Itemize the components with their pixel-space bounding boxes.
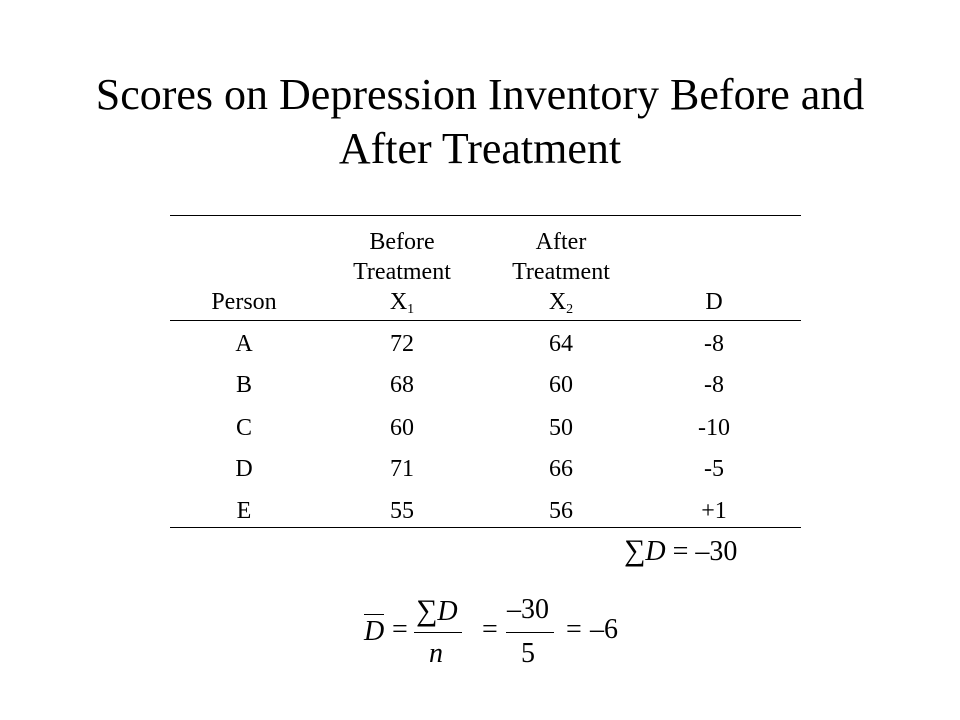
cell-person: C	[235, 415, 252, 441]
sum-equals: =	[672, 536, 689, 567]
mean-equals-3: =	[566, 614, 582, 645]
header-after-symbol: $X_2$	[548, 289, 574, 317]
cell-after: 64	[549, 331, 573, 357]
sigma-symbol: ∑	[624, 534, 646, 567]
sum-variable: D	[645, 536, 666, 567]
header-difference: D	[705, 289, 723, 315]
cell-difference: -8	[704, 331, 724, 357]
header-before-symbol: $X_1$	[389, 289, 415, 317]
cell-person: B	[235, 372, 252, 398]
cell-difference: -10	[698, 415, 730, 441]
cell-before: 68	[390, 372, 414, 398]
header-person: Person	[211, 289, 277, 315]
cell-before: 72	[390, 331, 414, 357]
cell-after: 50	[549, 415, 573, 441]
cell-after: 60	[549, 372, 573, 398]
denominator-n: n	[429, 638, 443, 669]
mean-equals-1: =	[392, 614, 408, 645]
header-before-line2: Treatment	[353, 259, 451, 285]
cell-after: 56	[549, 498, 573, 524]
cell-person: E	[236, 498, 252, 524]
numerator-value: –30	[507, 594, 549, 625]
fraction-line-1	[414, 632, 462, 633]
header-after-line1: After	[535, 229, 587, 255]
numerator-sum: ∑D	[416, 594, 458, 627]
fraction-line-2	[506, 632, 554, 633]
cell-before: 60	[390, 415, 414, 441]
header-after-line2: Treatment	[512, 259, 610, 285]
sum-formula	[624, 534, 737, 568]
table-header-rule	[170, 320, 801, 321]
sum-value: –30	[695, 536, 738, 567]
table-top-rule	[170, 215, 801, 216]
mean-result: –6	[590, 614, 618, 645]
cell-difference: -5	[704, 456, 724, 482]
cell-difference: -8	[704, 372, 724, 398]
cell-after: 66	[549, 456, 573, 482]
cell-difference: +1	[701, 498, 727, 524]
cell-before: 55	[390, 498, 414, 524]
denominator-value: 5	[521, 638, 535, 669]
cell-person: A	[235, 331, 253, 357]
cell-person: D	[235, 456, 253, 482]
header-before-line1: Before	[369, 229, 435, 255]
cell-before: 71	[390, 456, 414, 482]
mean-equals-2: =	[482, 614, 498, 645]
slide-title: Scores on Depression Inventory Before and After Treatment	[95, 70, 865, 173]
table-bottom-rule	[170, 527, 801, 528]
mean-symbol: D	[364, 616, 385, 647]
